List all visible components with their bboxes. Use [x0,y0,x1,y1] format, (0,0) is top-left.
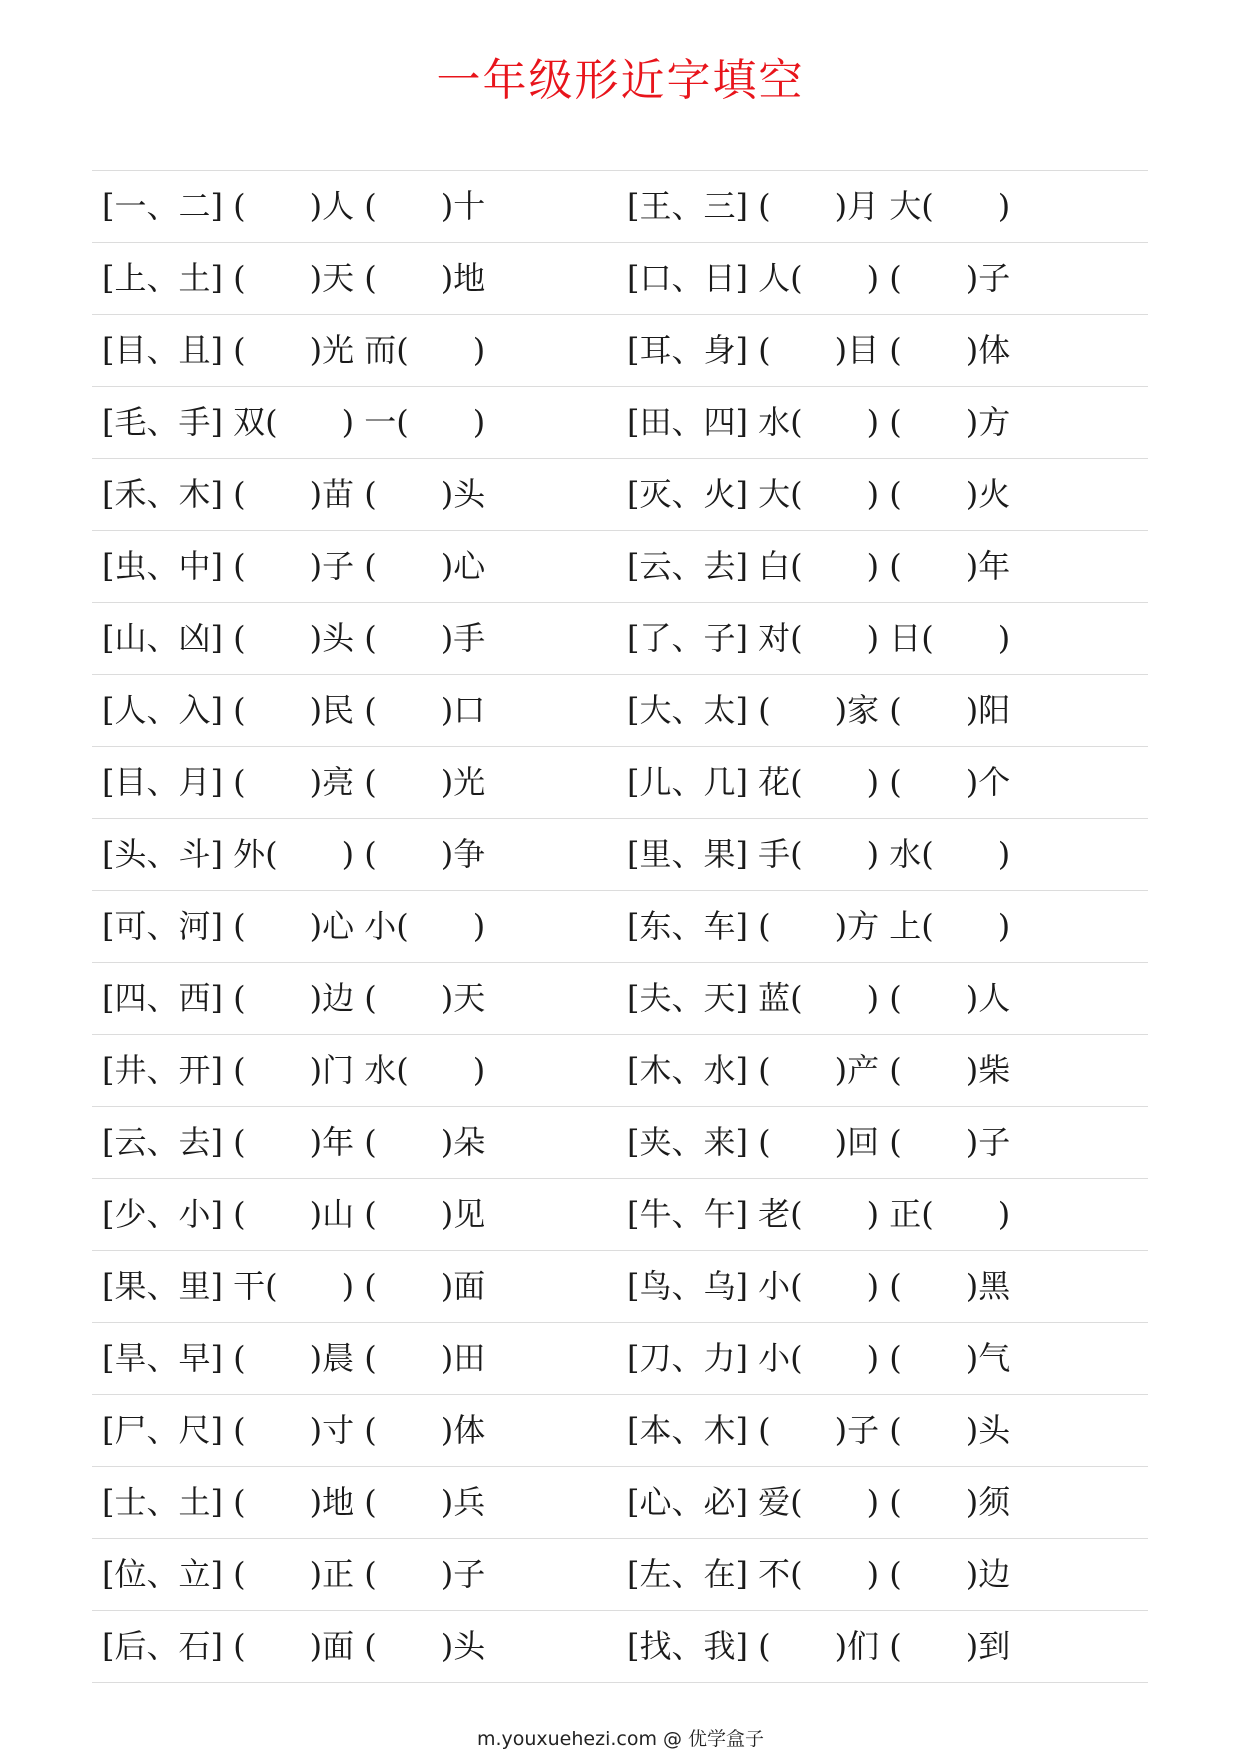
exercise-left: [少、小] ( )山 ( )见 [102,1195,486,1233]
exercise-right: [夫、天] 蓝( ) ( )人 [627,979,1011,1017]
exercise-right: [里、果] 手( ) 水( ) [627,835,1011,873]
page-title: 一年级形近字填空 [436,55,805,106]
exercise-left: [果、里] 干( ) ( )面 [102,1267,486,1305]
exercise-row [92,1323,1148,1395]
exercise-left: [四、西] ( )边 ( )天 [102,979,486,1017]
exercise-right: [牛、午] 老( ) 正( ) [627,1195,1011,1233]
exercise-row [92,1251,1148,1323]
exercise-right: [云、去] 白( ) ( )年 [627,547,1011,585]
exercise-row [92,1107,1148,1179]
footer-watermark: m.youxuehezi.com @ 优学盒子 [476,1728,765,1750]
exercise-left: [头、斗] 外( ) ( )争 [102,835,486,873]
exercise-row [92,819,1148,891]
exercise-right: [田、四] 水( ) ( )方 [627,403,1011,441]
exercise-row [92,243,1148,315]
exercise-left: [山、凶] ( )头 ( )手 [102,619,486,657]
exercise-left: [云、去] ( )年 ( )朵 [102,1123,486,1161]
exercise-row [92,387,1148,459]
exercise-right: [儿、几] 花( ) ( )个 [627,763,1011,801]
exercise-left: [尸、尺] ( )寸 ( )体 [102,1411,486,1449]
exercise-left: [一、二] ( )人 ( )十 [102,187,486,225]
exercise-right: [鸟、乌] 小( ) ( )黑 [627,1267,1011,1305]
exercise-right: [了、子] 对( ) 日( ) [627,619,1011,657]
exercise-row [92,315,1148,387]
exercise-right: [刀、力] 小( ) ( )气 [627,1339,1011,1377]
exercise-row [92,1467,1148,1539]
exercise-left: [旱、早] ( )晨 ( )田 [102,1339,486,1377]
exercise-row [92,171,1148,243]
exercise-left: [士、土] ( )地 ( )兵 [102,1483,486,1521]
exercise-right: [本、木] ( )子 ( )头 [627,1411,1011,1449]
exercise-row [92,1035,1148,1107]
exercise-row [92,1611,1148,1683]
exercise-right: [左、在] 不( ) ( )边 [627,1555,1011,1593]
exercise-row [92,1179,1148,1251]
exercise-row [92,531,1148,603]
exercise-right: [灭、火] 大( ) ( )火 [627,475,1011,513]
exercise-row [92,747,1148,819]
exercise-left: [可、河] ( )心 小( ) [102,907,486,945]
exercise-right: [耳、身] ( )目 ( )体 [627,331,1011,369]
exercise-right: [东、车] ( )方 上( ) [627,907,1011,945]
exercise-right: [木、水] ( )产 ( )柴 [627,1051,1011,1089]
exercise-left: [虫、中] ( )子 ( )心 [102,547,486,585]
exercise-row [92,675,1148,747]
exercise-row [92,1539,1148,1611]
exercise-left: [上、土] ( )天 ( )地 [102,259,486,297]
exercise-row [92,1395,1148,1467]
exercise-right: [夹、来] ( )回 ( )子 [627,1123,1011,1161]
exercise-left: [人、入] ( )民 ( )口 [102,691,486,729]
exercise-right: [找、我] ( )们 ( )到 [627,1627,1011,1665]
exercise-left: [后、石] ( )面 ( )头 [102,1627,486,1665]
exercise-left: [毛、手] 双( ) 一( ) [102,403,486,441]
exercise-left: [禾、木] ( )苗 ( )头 [102,475,486,513]
exercise-row [92,963,1148,1035]
exercise-right: [王、三] ( )月 大( ) [627,187,1011,225]
exercise-row [92,891,1148,963]
exercise-right: [心、必] 爱( ) ( )须 [627,1483,1011,1521]
exercise-left: [位、立] ( )正 ( )子 [102,1555,486,1593]
exercise-left: [目、且] ( )光 而( ) [102,331,486,369]
exercise-left: [目、月] ( )亮 ( )光 [102,763,486,801]
exercise-left: [井、开] ( )门 水( ) [102,1051,486,1089]
exercise-right: [大、太] ( )家 ( )阳 [627,691,1011,729]
exercise-row [92,603,1148,675]
exercise-row [92,459,1148,531]
worksheet-table [92,170,1148,1683]
exercise-right: [口、日] 人( ) ( )子 [627,259,1011,297]
